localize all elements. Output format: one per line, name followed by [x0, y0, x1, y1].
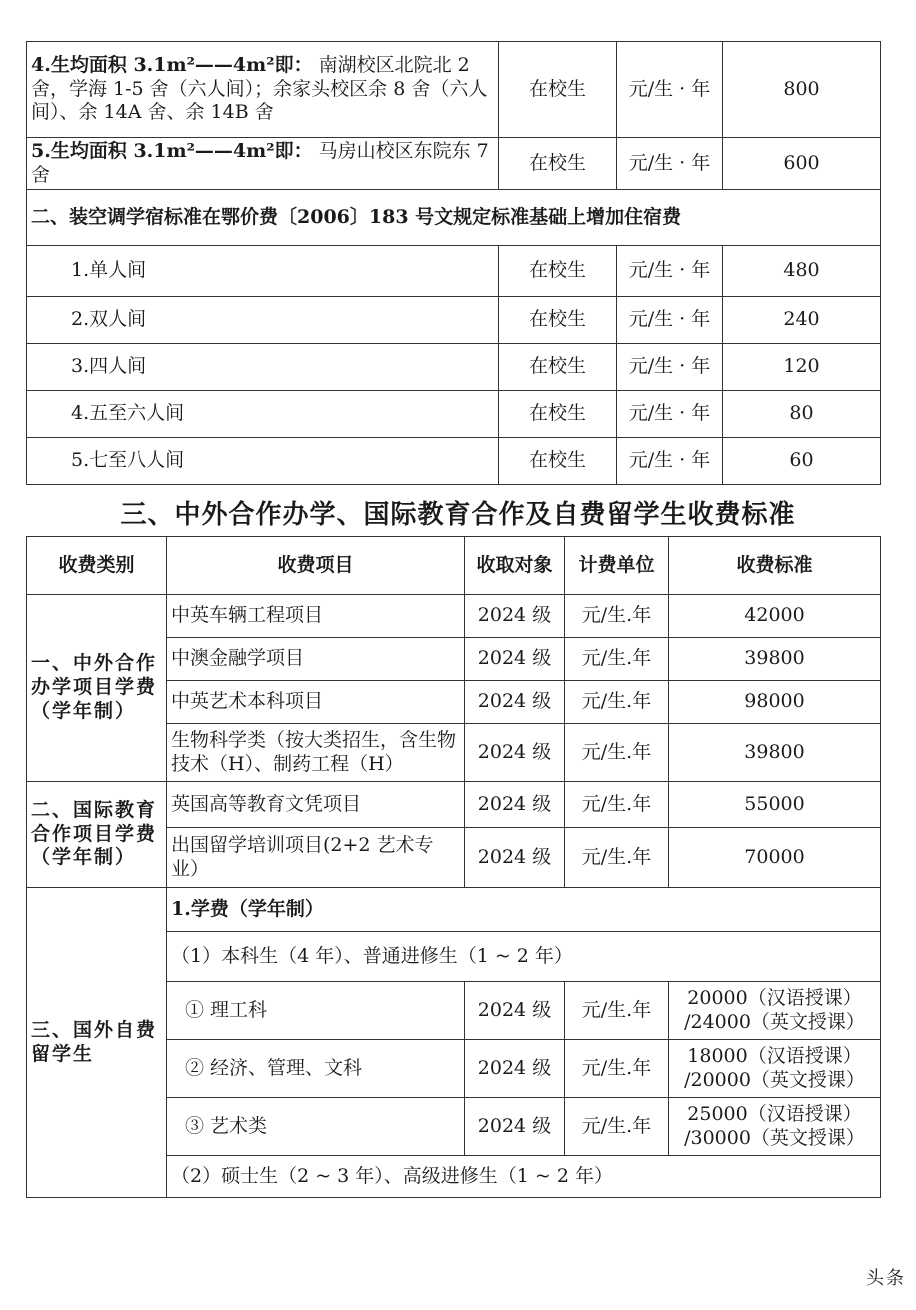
- unit-cell: 元/生.年: [565, 1098, 669, 1156]
- item-cell: ② 经济、管理、文科: [167, 1040, 465, 1098]
- target-cell: 2024 级: [465, 595, 565, 638]
- table-row: [27, 595, 881, 638]
- table-row: [27, 344, 881, 391]
- sub-section: （1）本科生（4 年）、普通进修生（1 ~ 2 年）: [167, 932, 881, 982]
- room-type: 1.单人间: [27, 246, 499, 297]
- sub-section: （2）硕士生（2 ~ 3 年）、高级进修生（1 ~ 2 年）: [167, 1156, 881, 1198]
- section3-title: 三、中外合作办学、国际教育合作及自费留学生收费标准: [120, 500, 796, 530]
- fee-cell: [669, 982, 881, 1040]
- target-cell: 2024 级: [465, 638, 565, 681]
- unit-cell: 元/生 · 年: [617, 344, 723, 391]
- fee-english: /24000（英文授课）: [684, 1010, 865, 1033]
- fee-cell: 480: [723, 246, 881, 297]
- category-cell: 二、国际教育合作项目学费（学年制）: [27, 782, 167, 888]
- item-cell: ① 理工科: [167, 982, 465, 1040]
- fee-english: /30000（英文授课）: [684, 1126, 865, 1149]
- table-row: [27, 782, 881, 828]
- target-cell: 2024 级: [465, 828, 565, 888]
- category-cell: 一、中外合作办学项目学费（学年制）: [27, 595, 167, 782]
- col-header-item: 收费项目: [167, 537, 465, 595]
- unit-cell: 元/生 · 年: [617, 391, 723, 438]
- unit-cell: 元/生 · 年: [617, 42, 723, 138]
- target-cell: 在校生: [499, 344, 617, 391]
- fee-cell: 80: [723, 391, 881, 438]
- target-cell: 2024 级: [465, 681, 565, 724]
- fee-cell: 42000: [669, 595, 881, 638]
- fee-cell: 600: [723, 138, 881, 190]
- unit-cell: 元/生.年: [565, 828, 669, 888]
- room-type: 4.五至六人间: [27, 391, 499, 438]
- col-header-fee: 收费标准: [669, 537, 881, 595]
- item-cell: 中英艺术本科项目: [167, 681, 465, 724]
- room-type: 3.四人间: [27, 344, 499, 391]
- unit-cell: 元/生.年: [565, 1040, 669, 1098]
- category-cell: 三、国外自费留学生: [27, 888, 167, 1198]
- target-cell: 2024 级: [465, 782, 565, 828]
- dormitory-fee-table: [26, 41, 881, 485]
- fee-cell: 70000: [669, 828, 881, 888]
- table-row: [27, 391, 881, 438]
- section-header-row: [27, 190, 881, 246]
- item-cell: ③ 艺术类: [167, 1098, 465, 1156]
- table-row: [27, 42, 881, 138]
- unit-cell: 元/生 · 年: [617, 297, 723, 344]
- unit-cell: 元/生 · 年: [617, 138, 723, 190]
- unit-cell: 元/生.年: [565, 724, 669, 782]
- table-row: [27, 438, 881, 485]
- target-cell: 2024 级: [465, 1040, 565, 1098]
- unit-cell: 元/生.年: [565, 982, 669, 1040]
- target-cell: 在校生: [499, 42, 617, 138]
- target-cell: 2024 级: [465, 724, 565, 782]
- fee-english: /20000（英文授课）: [684, 1068, 865, 1091]
- item-cell: 英国高等教育文凭项目: [167, 782, 465, 828]
- col-header-unit: 计费单位: [565, 537, 669, 595]
- international-fee-table: [26, 536, 881, 1198]
- table-row: [27, 297, 881, 344]
- unit-cell: 元/生.年: [565, 782, 669, 828]
- unit-cell: 元/生.年: [565, 681, 669, 724]
- fee-cell: 60: [723, 438, 881, 485]
- fee-cell: 800: [723, 42, 881, 138]
- fee-cell: [669, 1098, 881, 1156]
- table-row: [27, 138, 881, 190]
- table-row: [27, 888, 881, 932]
- unit-cell: 元/生.年: [565, 595, 669, 638]
- target-cell: 在校生: [499, 297, 617, 344]
- target-cell: 在校生: [499, 246, 617, 297]
- room-type: 2.双人间: [27, 297, 499, 344]
- unit-cell: 元/生.年: [565, 638, 669, 681]
- room-type: 5.七至八人间: [27, 438, 499, 485]
- fee-chinese: 20000（汉语授课）: [687, 986, 862, 1009]
- fee-chinese: 18000（汉语授课）: [687, 1044, 862, 1067]
- table-row: [27, 246, 881, 297]
- item-cell: 出国留学培训项目(2+2 艺术专业）: [167, 828, 465, 888]
- col-header-category: 收费类别: [27, 537, 167, 595]
- fee-cell: 39800: [669, 638, 881, 681]
- fee-cell: 98000: [669, 681, 881, 724]
- fee-cell: 240: [723, 297, 881, 344]
- target-cell: 在校生: [499, 438, 617, 485]
- sub-header: 1.学费（学年制）: [167, 888, 881, 932]
- watermark: 头条: [866, 1268, 906, 1289]
- header-row: [27, 537, 881, 595]
- item-cell: 中英车辆工程项目: [167, 595, 465, 638]
- target-cell: 在校生: [499, 138, 617, 190]
- target-cell: 2024 级: [465, 982, 565, 1040]
- unit-cell: 元/生 · 年: [617, 438, 723, 485]
- unit-cell: 元/生 · 年: [617, 246, 723, 297]
- col-header-target: 收取对象: [465, 537, 565, 595]
- fee-cell: 120: [723, 344, 881, 391]
- row-label: 4.生均面积 3.1m²——4m²即： 南湖校区北院北 2 舍，学海 1-5 舍（六人间）；余家头校区余 8 舍（六人间）、余 14A 舍、余 14B 舍: [27, 42, 499, 138]
- fee-chinese: 25000（汉语授课）: [687, 1102, 862, 1125]
- fee-cell: 39800: [669, 724, 881, 782]
- target-cell: 2024 级: [465, 1098, 565, 1156]
- fee-cell: [669, 1040, 881, 1098]
- target-cell: 在校生: [499, 391, 617, 438]
- ac-section-header: 二、装空调学宿标准在鄂价费〔2006〕183 号文规定标准基础上增加住宿费: [27, 190, 881, 246]
- item-cell: 中澳金融学项目: [167, 638, 465, 681]
- row-label: 5.生均面积 3.1m²——4m²即： 马房山校区东院东 7 舍: [27, 138, 499, 190]
- fee-cell: 55000: [669, 782, 881, 828]
- item-cell: 生物科学类（按大类招生，含生物技术（H）、制药工程（H）: [167, 724, 465, 782]
